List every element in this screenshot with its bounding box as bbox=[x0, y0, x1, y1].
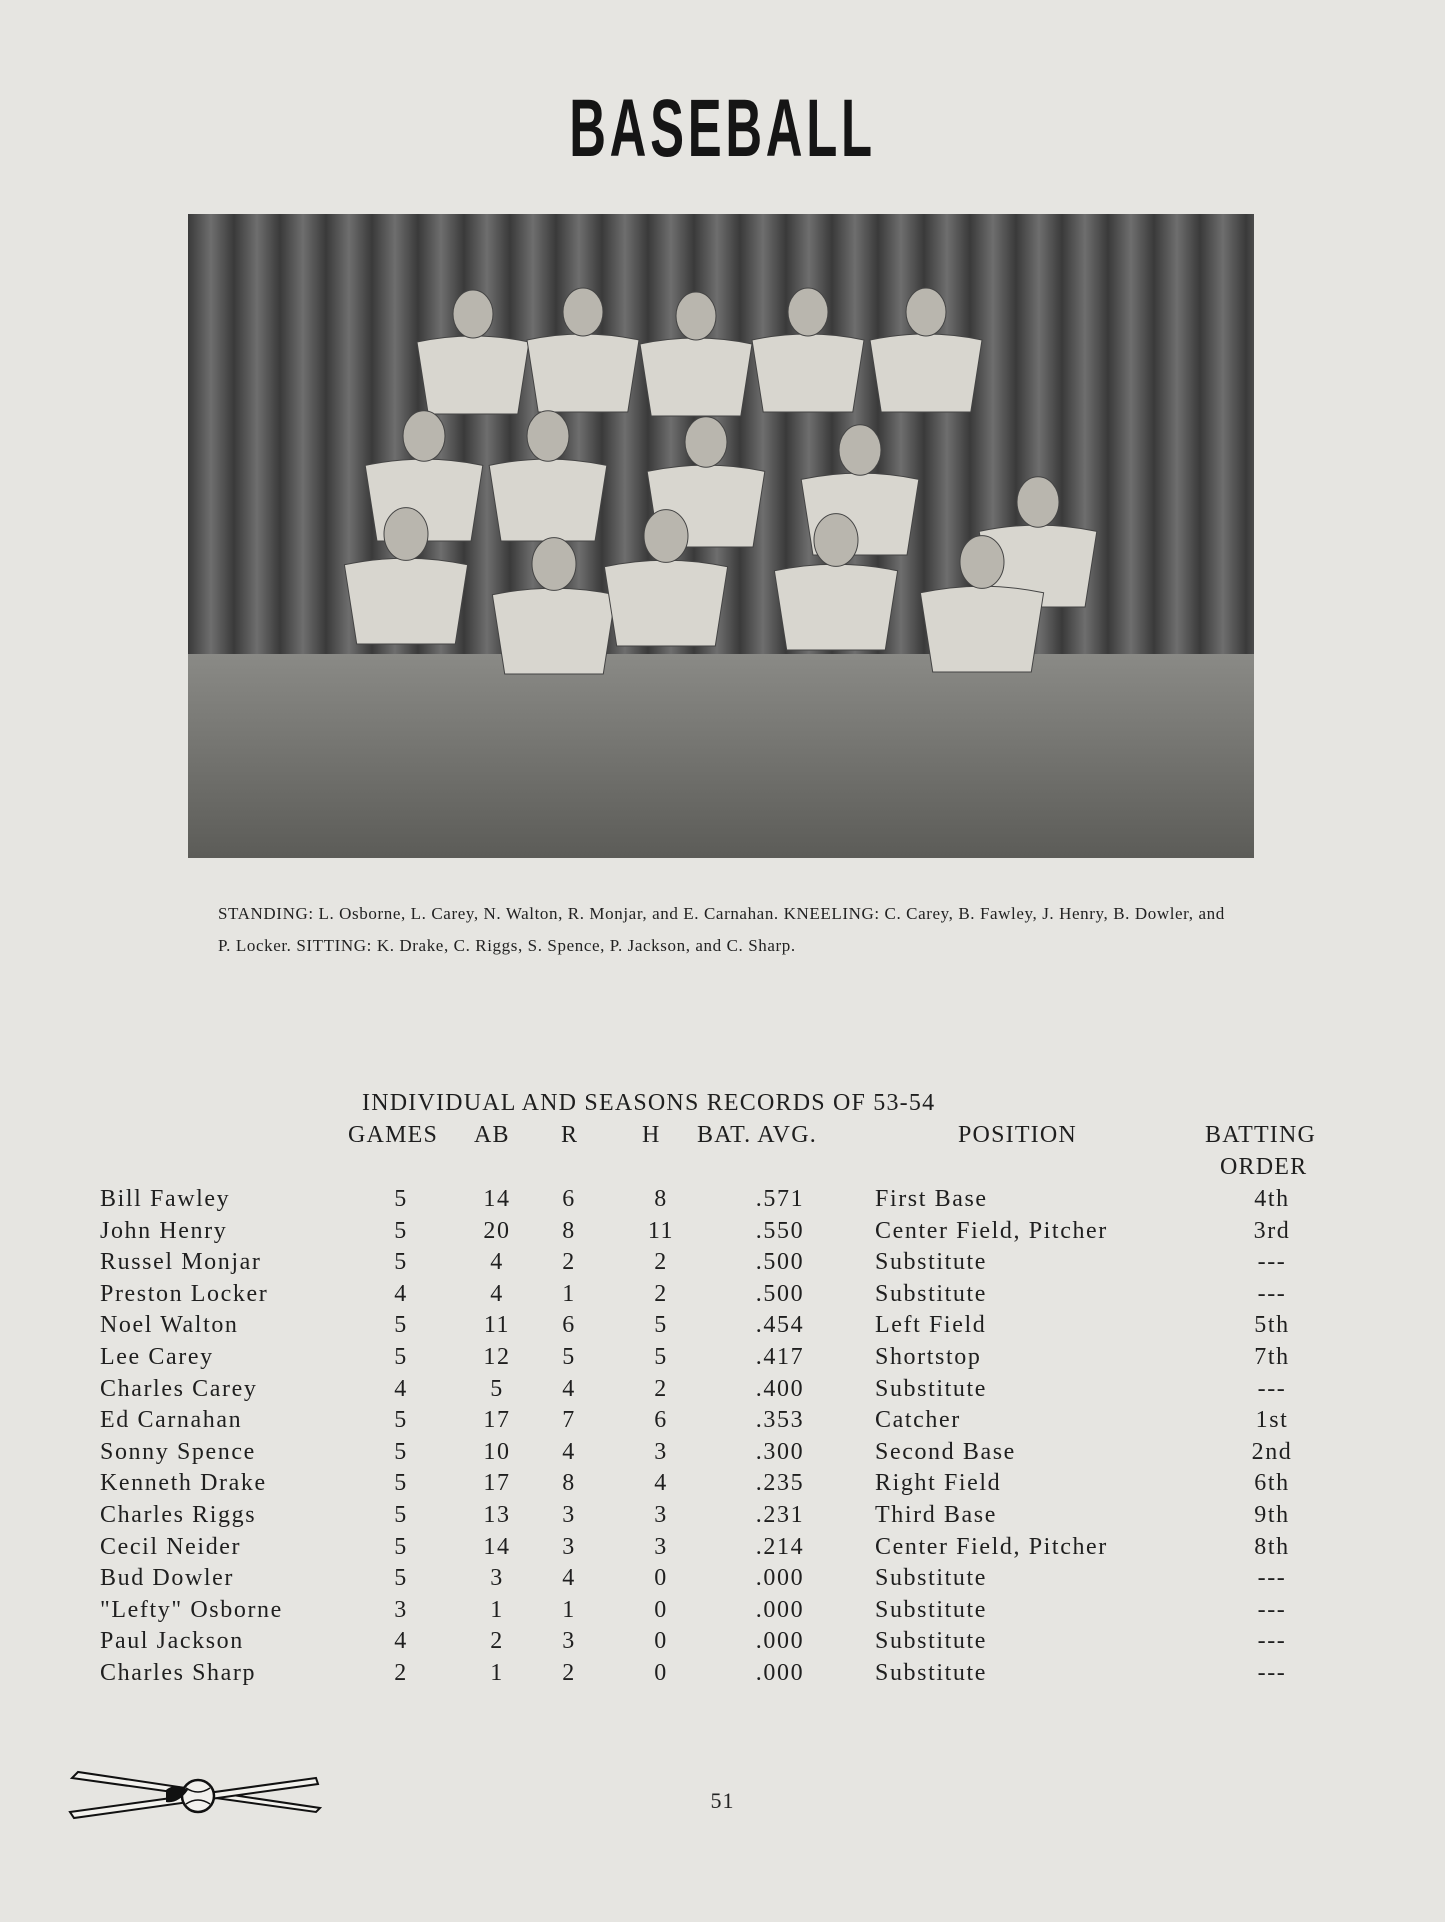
cell-order: 8th bbox=[1254, 1533, 1290, 1560]
table-row bbox=[0, 1281, 1445, 1311]
team-photo-image bbox=[188, 214, 1254, 858]
cell-position: Center Field, Pitcher bbox=[875, 1217, 1108, 1244]
cell-games: 5 bbox=[394, 1438, 408, 1465]
cell-games: 4 bbox=[394, 1280, 408, 1307]
cell-name: Sonny Spence bbox=[100, 1438, 256, 1465]
cell-position: Third Base bbox=[875, 1502, 997, 1528]
header-batting-order-1: BATTING bbox=[1205, 1122, 1317, 1148]
cell-games: 3 bbox=[394, 1596, 408, 1623]
header-ab: AB bbox=[474, 1122, 510, 1148]
cell-ab: 20 bbox=[483, 1217, 511, 1244]
cell-order: --- bbox=[1257, 1596, 1287, 1623]
cell-r: 3 bbox=[562, 1502, 576, 1528]
header-bat-avg: BAT. AVG. bbox=[697, 1122, 817, 1148]
cell-order: 9th bbox=[1254, 1502, 1290, 1528]
cell-games: 5 bbox=[394, 1407, 408, 1434]
cell-avg: .550 bbox=[755, 1217, 805, 1244]
table-row bbox=[0, 1439, 1445, 1469]
cell-avg: .571 bbox=[755, 1186, 805, 1212]
cell-games: 5 bbox=[394, 1533, 408, 1560]
cell-ab: 11 bbox=[483, 1312, 511, 1339]
cell-position: Catcher bbox=[875, 1407, 961, 1434]
cell-position: Center Field, Pitcher bbox=[875, 1533, 1108, 1560]
cell-name: Bud Dowler bbox=[100, 1565, 234, 1592]
table-row bbox=[0, 1407, 1445, 1437]
cell-position: Substitute bbox=[875, 1660, 988, 1686]
cell-r: 1 bbox=[562, 1280, 576, 1307]
cell-order: 4th bbox=[1254, 1186, 1290, 1212]
cell-avg: .000 bbox=[755, 1628, 805, 1655]
cell-r: 6 bbox=[562, 1186, 576, 1212]
cell-position: Substitute bbox=[875, 1628, 988, 1655]
photo-caption: STANDING: L. Osborne, L. Carey, N. Walton, R. Monjar, and E. Carnahan. KNEELING: C. Carey, B. Fawley, J. Henry, B. Dowler, and P. Locker. SITTING: K. Drake, C. Riggs, S. Spence, P. Jackson, and C. Sharp. bbox=[218, 904, 1225, 955]
cell-ab: 1 bbox=[490, 1596, 504, 1623]
cell-h: 2 bbox=[654, 1375, 668, 1402]
cell-name: Ed Carnahan bbox=[100, 1407, 243, 1434]
cell-order: 7th bbox=[1254, 1344, 1290, 1370]
cell-ab: 12 bbox=[483, 1344, 511, 1370]
cell-games: 5 bbox=[394, 1565, 408, 1592]
cell-ab: 13 bbox=[483, 1502, 511, 1528]
cell-games: 4 bbox=[394, 1628, 408, 1655]
cell-avg: .400 bbox=[755, 1375, 805, 1402]
cell-order: --- bbox=[1257, 1249, 1287, 1276]
cell-order: --- bbox=[1257, 1375, 1287, 1402]
cell-avg: .214 bbox=[755, 1533, 805, 1560]
table-row bbox=[0, 1502, 1445, 1532]
cell-ab: 1 bbox=[490, 1660, 504, 1686]
cell-r: 4 bbox=[562, 1565, 576, 1592]
cell-games: 5 bbox=[394, 1470, 408, 1497]
cell-position: Substitute bbox=[875, 1375, 988, 1402]
cell-avg: .231 bbox=[755, 1502, 805, 1528]
cell-r: 8 bbox=[562, 1470, 576, 1497]
cell-avg: .500 bbox=[755, 1249, 805, 1276]
cell-order: --- bbox=[1257, 1628, 1287, 1655]
cell-ab: 14 bbox=[483, 1533, 511, 1560]
cell-avg: .000 bbox=[755, 1565, 805, 1592]
cell-r: 5 bbox=[562, 1344, 576, 1370]
table-row bbox=[0, 1344, 1445, 1374]
cell-name: Kenneth Drake bbox=[100, 1470, 267, 1497]
records-title: INDIVIDUAL AND SEASONS RECORDS OF 53-54 bbox=[362, 1090, 936, 1116]
cell-name: Charles Sharp bbox=[100, 1660, 257, 1686]
table-row bbox=[0, 1312, 1445, 1342]
header-r: R bbox=[561, 1122, 579, 1148]
cell-ab: 10 bbox=[483, 1438, 511, 1465]
cell-games: 4 bbox=[394, 1375, 408, 1402]
cell-name: Noel Walton bbox=[100, 1312, 239, 1339]
team-photo bbox=[188, 214, 1254, 858]
cell-h: 3 bbox=[654, 1533, 668, 1560]
cell-ab: 4 bbox=[490, 1280, 504, 1307]
cell-r: 2 bbox=[562, 1249, 576, 1276]
cell-name: Bill Fawley bbox=[100, 1186, 231, 1212]
page-number: 51 bbox=[710, 1788, 735, 1813]
cell-r: 2 bbox=[562, 1660, 576, 1686]
cell-name: Russel Monjar bbox=[100, 1249, 262, 1276]
cell-r: 4 bbox=[562, 1375, 576, 1402]
cell-avg: .454 bbox=[755, 1312, 805, 1339]
header-batting-order-2: ORDER bbox=[1220, 1154, 1308, 1180]
cell-h: 11 bbox=[647, 1217, 675, 1244]
cell-order: 3rd bbox=[1253, 1217, 1291, 1244]
cell-ab: 17 bbox=[483, 1470, 511, 1497]
cell-r: 1 bbox=[562, 1596, 576, 1623]
cell-r: 6 bbox=[562, 1312, 576, 1339]
cell-order: --- bbox=[1257, 1565, 1287, 1592]
cell-avg: .300 bbox=[755, 1438, 805, 1465]
cell-avg: .417 bbox=[755, 1344, 805, 1370]
cell-avg: .500 bbox=[755, 1280, 805, 1307]
cell-order: 2nd bbox=[1251, 1438, 1293, 1465]
cell-h: 3 bbox=[654, 1502, 668, 1528]
cell-h: 0 bbox=[654, 1565, 668, 1592]
cell-avg: .353 bbox=[755, 1407, 805, 1434]
cell-ab: 5 bbox=[490, 1375, 504, 1402]
header-games: GAMES bbox=[348, 1122, 439, 1148]
page-title: BASEBALL bbox=[569, 83, 876, 174]
cell-ab: 2 bbox=[490, 1628, 504, 1655]
cell-h: 0 bbox=[654, 1596, 668, 1623]
table-row bbox=[0, 1628, 1445, 1658]
cell-ab: 14 bbox=[483, 1186, 511, 1212]
cell-position: Right Field bbox=[875, 1470, 1002, 1497]
cell-order: 5th bbox=[1254, 1312, 1290, 1339]
cell-games: 5 bbox=[394, 1312, 408, 1339]
cell-games: 5 bbox=[394, 1502, 408, 1528]
cell-position: Substitute bbox=[875, 1249, 988, 1276]
table-row bbox=[0, 1597, 1445, 1627]
cell-h: 6 bbox=[654, 1407, 668, 1434]
cell-avg: .235 bbox=[755, 1470, 805, 1497]
cell-r: 7 bbox=[562, 1407, 576, 1434]
cell-games: 5 bbox=[394, 1344, 408, 1370]
cell-h: 2 bbox=[654, 1249, 668, 1276]
cell-name: Lee Carey bbox=[100, 1344, 214, 1370]
cell-h: 8 bbox=[654, 1186, 668, 1212]
cell-position: Shortstop bbox=[875, 1344, 982, 1370]
cell-position: Substitute bbox=[875, 1280, 988, 1307]
cell-h: 0 bbox=[654, 1660, 668, 1686]
cell-ab: 3 bbox=[490, 1565, 504, 1592]
cell-name: John Henry bbox=[100, 1217, 228, 1244]
cell-r: 3 bbox=[562, 1533, 576, 1560]
cell-name: Charles Carey bbox=[100, 1375, 258, 1402]
cell-h: 5 bbox=[654, 1344, 668, 1370]
cell-name: Cecil Neider bbox=[100, 1533, 242, 1560]
cell-name: Charles Riggs bbox=[100, 1502, 257, 1528]
cell-position: Second Base bbox=[875, 1438, 1016, 1465]
table-row bbox=[0, 1186, 1445, 1216]
cell-r: 8 bbox=[562, 1217, 576, 1244]
cell-position: Substitute bbox=[875, 1596, 988, 1623]
table-row bbox=[0, 1565, 1445, 1595]
cell-h: 5 bbox=[654, 1312, 668, 1339]
cell-position: Substitute bbox=[875, 1565, 988, 1592]
cell-h: 2 bbox=[654, 1280, 668, 1307]
table-row bbox=[0, 1660, 1445, 1690]
cell-name: Paul Jackson bbox=[100, 1628, 244, 1655]
cell-games: 2 bbox=[394, 1660, 408, 1686]
table-row bbox=[0, 1534, 1445, 1564]
table-row bbox=[0, 1376, 1445, 1406]
table-row bbox=[0, 1470, 1445, 1500]
cell-avg: .000 bbox=[755, 1596, 805, 1623]
cell-ab: 17 bbox=[483, 1407, 511, 1434]
cell-name: Preston Locker bbox=[100, 1280, 269, 1307]
cell-order: --- bbox=[1257, 1660, 1287, 1686]
cell-ab: 4 bbox=[490, 1249, 504, 1276]
table-row bbox=[0, 1249, 1445, 1279]
cell-games: 5 bbox=[394, 1217, 408, 1244]
cell-h: 0 bbox=[654, 1628, 668, 1655]
cell-r: 3 bbox=[562, 1628, 576, 1655]
cell-games: 5 bbox=[394, 1186, 408, 1212]
cell-name: "Lefty" Osborne bbox=[100, 1596, 283, 1623]
cell-position: Left Field bbox=[875, 1312, 987, 1339]
cell-avg: .000 bbox=[755, 1660, 805, 1686]
cell-order: --- bbox=[1257, 1280, 1287, 1307]
header-h: H bbox=[642, 1122, 661, 1148]
cell-position: First Base bbox=[875, 1186, 988, 1212]
cell-order: 6th bbox=[1254, 1470, 1290, 1497]
cell-r: 4 bbox=[562, 1438, 576, 1465]
header-position: POSITION bbox=[958, 1122, 1077, 1148]
cell-h: 3 bbox=[654, 1438, 668, 1465]
cell-h: 4 bbox=[654, 1470, 668, 1497]
cell-games: 5 bbox=[394, 1249, 408, 1276]
cell-order: 1st bbox=[1255, 1407, 1289, 1434]
table-row bbox=[0, 1218, 1445, 1248]
